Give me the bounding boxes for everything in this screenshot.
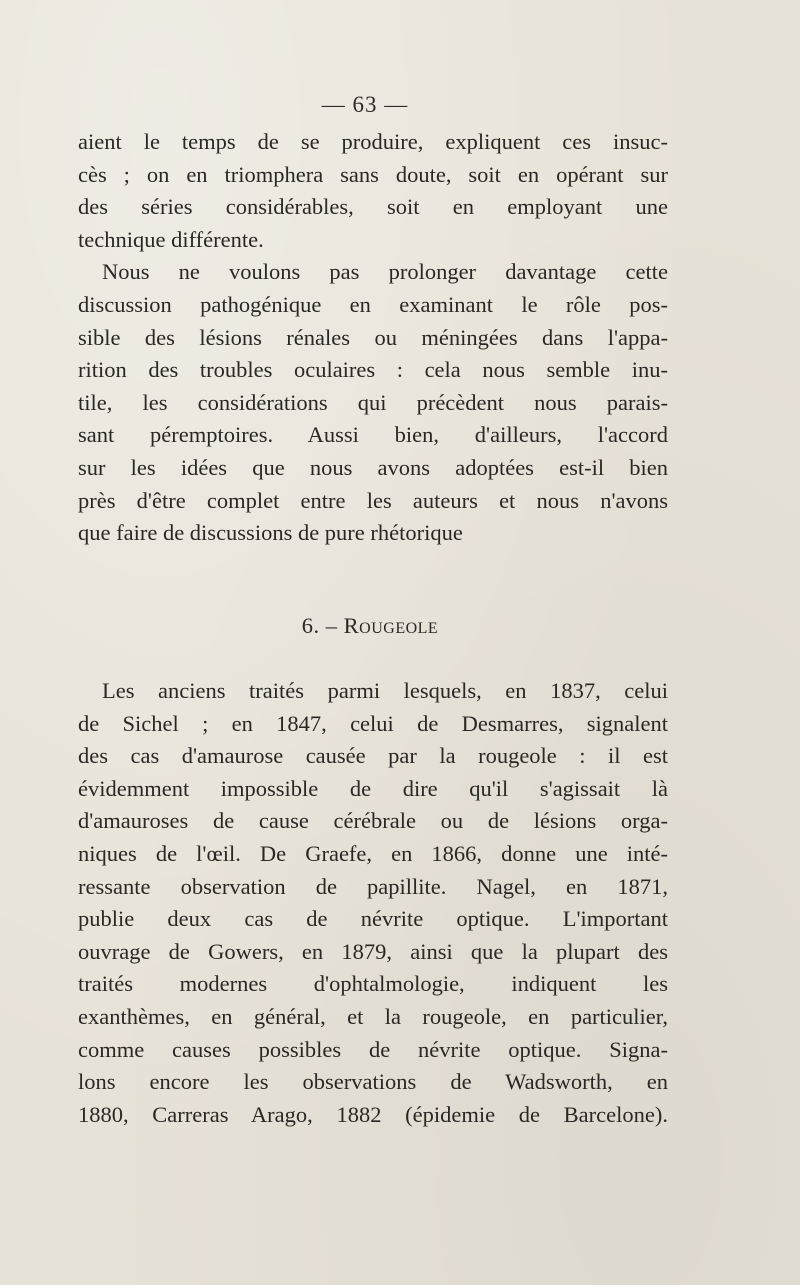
text-line: aient le temps de se produire, expliquent ces insuc- — [78, 129, 668, 154]
text-line: tile, les considérations qui précèdent nous parais- — [78, 389, 668, 415]
paragraph-continuation — [78, 126, 668, 256]
text-line: sant péremptoires. Aussi bien, d'ailleurs, l'accord — [78, 422, 668, 448]
section-heading — [0, 613, 740, 639]
text-line: d'amauroses de cause cérébrale ou de lésions orga- — [78, 808, 668, 834]
text-line: que faire de discussions de pure rhétorique — [78, 520, 463, 546]
text-line: ouvrage de Gowers, en 1879, ainsi que la plupart des — [78, 938, 668, 964]
text-line: 1880, Carreras Arago, 1882 (épidemie de Barcelone). — [78, 1101, 668, 1127]
text-line: sible des lésions rénales ou méningées dans l'appa- — [78, 324, 668, 350]
paragraph-rougeole — [78, 675, 668, 1131]
text-line: comme causes possibles de névrite optique. Signa- — [78, 1036, 668, 1062]
text-block-after — [78, 675, 668, 1131]
text-line: exanthèmes, en général, et la rougeole, en particulier, — [78, 1003, 668, 1029]
text-line: évidemment impossible de dire qu'il s'agissait là — [78, 775, 668, 801]
paragraph-discussion — [78, 256, 668, 549]
text-block-before — [78, 126, 668, 550]
text-line: rition des troubles oculaires : cela nous semble inu- — [78, 357, 668, 383]
text-line: Nous ne voulons pas prolonger davantage cette — [102, 259, 668, 285]
text-line: cès ; on en triomphera sans doute, soit en opérant sur — [78, 161, 668, 187]
text-line: des cas d'amaurose causée par la rougeole : il est — [78, 743, 668, 769]
section-number: 6. – — [301, 613, 338, 638]
text-line: près d'être complet entre les auteurs et nous n'avons — [78, 487, 668, 513]
text-line: traités modernes d'ophtalmologie, indiquent les — [78, 971, 668, 997]
text-line: lons encore les observations de Wadsworth, en — [78, 1069, 668, 1095]
text-line: niques de l'œil. De Graefe, en 1866, donne une inté- — [78, 840, 668, 866]
page-number: — 63 — — [321, 92, 409, 117]
text-line: de Sichel ; en 1847, celui de Desmarres, signalent — [78, 710, 668, 736]
section-title: Rougeole — [343, 613, 439, 638]
text-line: discussion pathogénique en examinant le rôle pos- — [78, 291, 668, 317]
text-line: technique différente. — [78, 226, 264, 252]
text-line: ressante observation de papillite. Nagel, en 1871, — [78, 873, 668, 899]
text-line: des séries considérables, soit en employant une — [78, 194, 668, 220]
text-line: Les anciens traités parmi lesquels, en 1837, celui — [102, 678, 668, 703]
text-line: publie deux cas de névrite optique. L'important — [78, 906, 668, 932]
text-line: sur les idées que nous avons adoptées est-il bien — [78, 454, 668, 480]
